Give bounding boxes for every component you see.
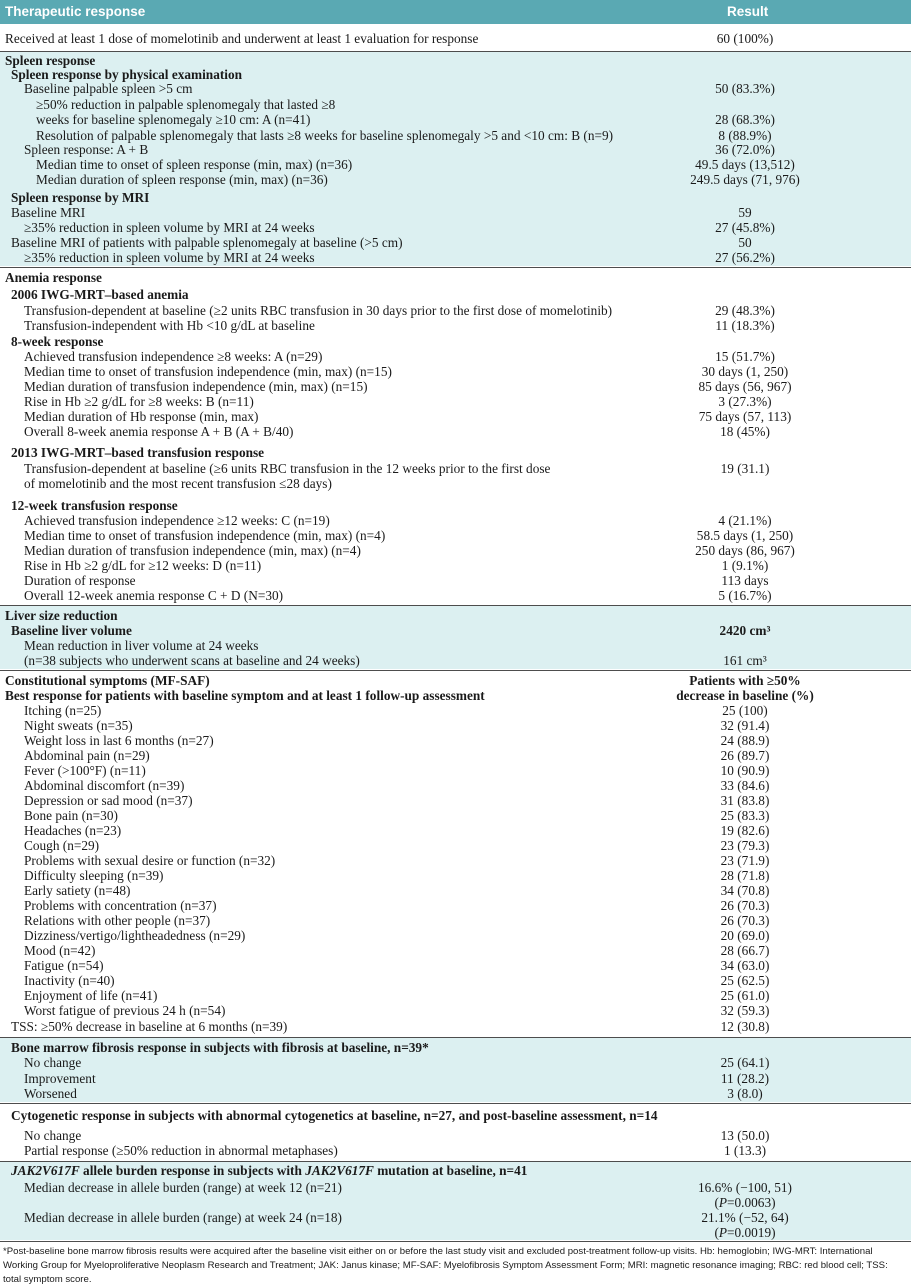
header-therapeutic-response: Therapeutic response xyxy=(5,4,146,19)
rule xyxy=(0,1103,911,1104)
rule xyxy=(0,605,911,606)
jak2-gene-italic: JAK2V617F xyxy=(11,1163,80,1178)
rule xyxy=(0,267,911,268)
header-result: Result xyxy=(727,4,769,19)
rule xyxy=(0,1161,911,1162)
rule xyxy=(0,670,911,671)
rule xyxy=(0,51,911,52)
table-footnote: *Post-baseline bone marrow fibrosis results were acquired after the baseline visit either on or before the last study visit and excluded post-treatment follow-up visits. Hb: hemoglobin; IWG-MRT: International Working Group for Myeloproliferative Neoplasm Research and Treatment; JAK: Janus kinase; MF-SAF: Myelofibrosis Symptom Assessment Form; MRI: magnetic resonance imaging; RBC: red blood cell; TSS: total symptom score. xyxy=(3,1246,888,1285)
rule xyxy=(0,1037,911,1038)
table-header xyxy=(0,0,911,24)
rule xyxy=(0,1241,911,1242)
